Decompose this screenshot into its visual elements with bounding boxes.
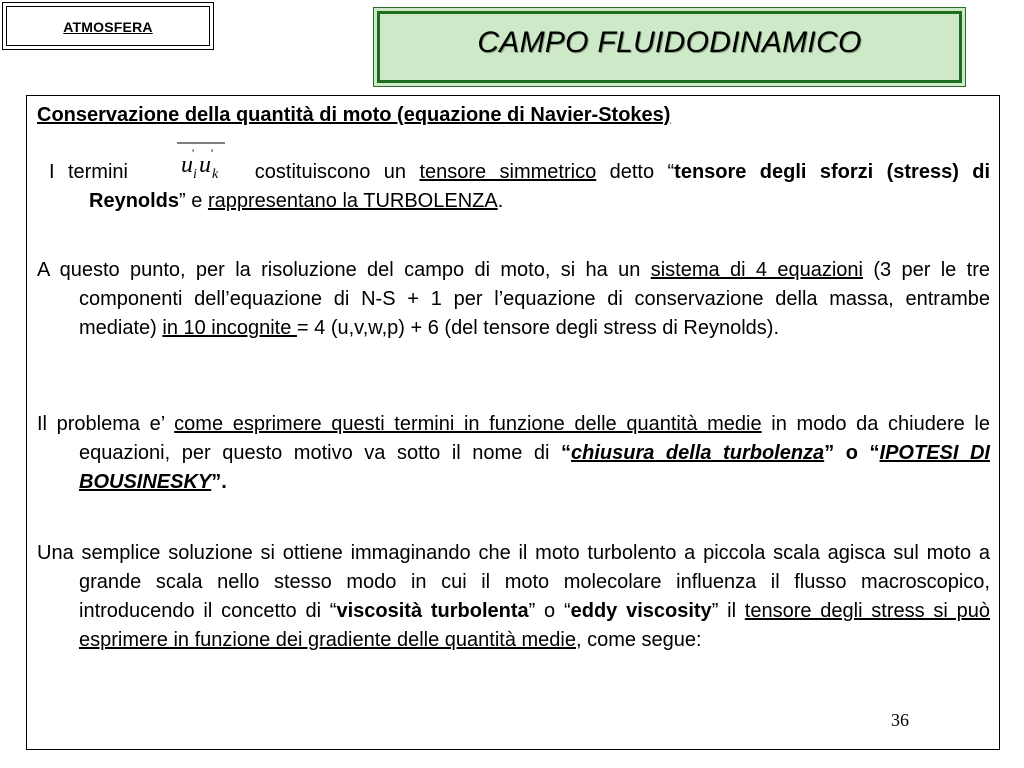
p3-text-h: ”. <box>211 471 227 493</box>
section-label: ATMOSFERA <box>63 19 153 35</box>
p1-text-c: tensore simmetrico <box>419 161 597 183</box>
p3-text-b: come esprimere questi termini in funzione delle quantità medie <box>174 413 762 435</box>
p1-text-a: I termini <box>49 161 128 183</box>
p1-text-e: tensore degli sforzi (stress) di Reynolds <box>89 161 991 212</box>
p1-text-b: costituiscono un <box>254 161 420 183</box>
reynolds-term-formula <box>141 146 241 182</box>
paragraph-equations <box>37 256 990 343</box>
formula-u2: u <box>199 152 212 178</box>
formula-sub-k: k <box>212 167 219 182</box>
p4-text-f: tensore degli stress si può esprimere in funzione dei gradiente delle quantità medie <box>79 600 991 651</box>
p4-text-d: eddy viscosity <box>570 600 712 622</box>
paragraph-closure-problem <box>37 410 990 497</box>
section-heading: Conservazione della quantità di moto (equazione di Navier-Stokes) <box>37 104 671 126</box>
p2-text-c: (3 per le tre componenti dell’equazione di N-S + 1 per l’equazione di conservazione della massa, entrambe mediate) <box>79 259 990 339</box>
p4-text-a: Una semplice soluzione si ottiene immaginando che il moto turbolento a piccola scala agisca sul moto a grande scala nello stesso modo in cui il moto molecolare influenza il flusso macroscopico, introducendo il concetto di “ <box>37 542 990 622</box>
title-banner <box>373 7 966 87</box>
p4-text-g: , come segue: <box>575 629 702 651</box>
p2-text-d: in 10 incognite <box>162 317 297 339</box>
formula-prime1: ' <box>192 146 195 160</box>
title-banner-inner <box>377 11 962 83</box>
p1-text-f: ” e <box>179 190 208 212</box>
p1-text-d: detto “ <box>596 161 675 183</box>
formula-sub-i: i <box>193 167 198 182</box>
p3-text-d: “ <box>561 442 572 464</box>
p3-text-a: Il problema e’ <box>37 413 175 435</box>
page-title: CAMPO FLUIDODINAMICO <box>477 26 862 59</box>
content-panel <box>26 95 1000 750</box>
p4-text-e: ” il <box>711 600 745 622</box>
p2-text-b: sistema di 4 equazioni <box>650 259 863 281</box>
p2-text-e: = 4 (u,v,w,p) + 6 (del tensore degli stress di Reynolds). <box>296 317 780 339</box>
p3-text-g: IPOTESI DI BOUSINESKY <box>79 442 990 493</box>
page-number: 36 <box>891 710 909 730</box>
p1-text-g: rappresentano la TURBOLENZA <box>207 190 498 212</box>
p4-text-c: ” o “ <box>528 600 571 622</box>
formula-prime2: ' <box>211 146 214 160</box>
paragraph-eddy-viscosity <box>37 539 990 655</box>
formula-u1: u <box>181 152 194 178</box>
p3-text-e: chiusura della turbolenza <box>571 442 825 464</box>
p2-text-a: A questo punto, per la risoluzione del campo di moto, si ha un <box>37 259 651 281</box>
section-tag <box>2 2 214 50</box>
paragraph-reynolds <box>37 146 991 216</box>
formula-graphic <box>141 134 241 184</box>
section-tag-inner <box>6 6 210 46</box>
p1-text-h: . <box>497 190 504 212</box>
p3-text-c: in modo da chiudere le equazioni, per questo motivo va sotto il nome di <box>79 413 990 464</box>
p4-text-b: viscosità turbolenta <box>336 600 529 622</box>
p3-text-f: ” o “ <box>824 442 880 464</box>
